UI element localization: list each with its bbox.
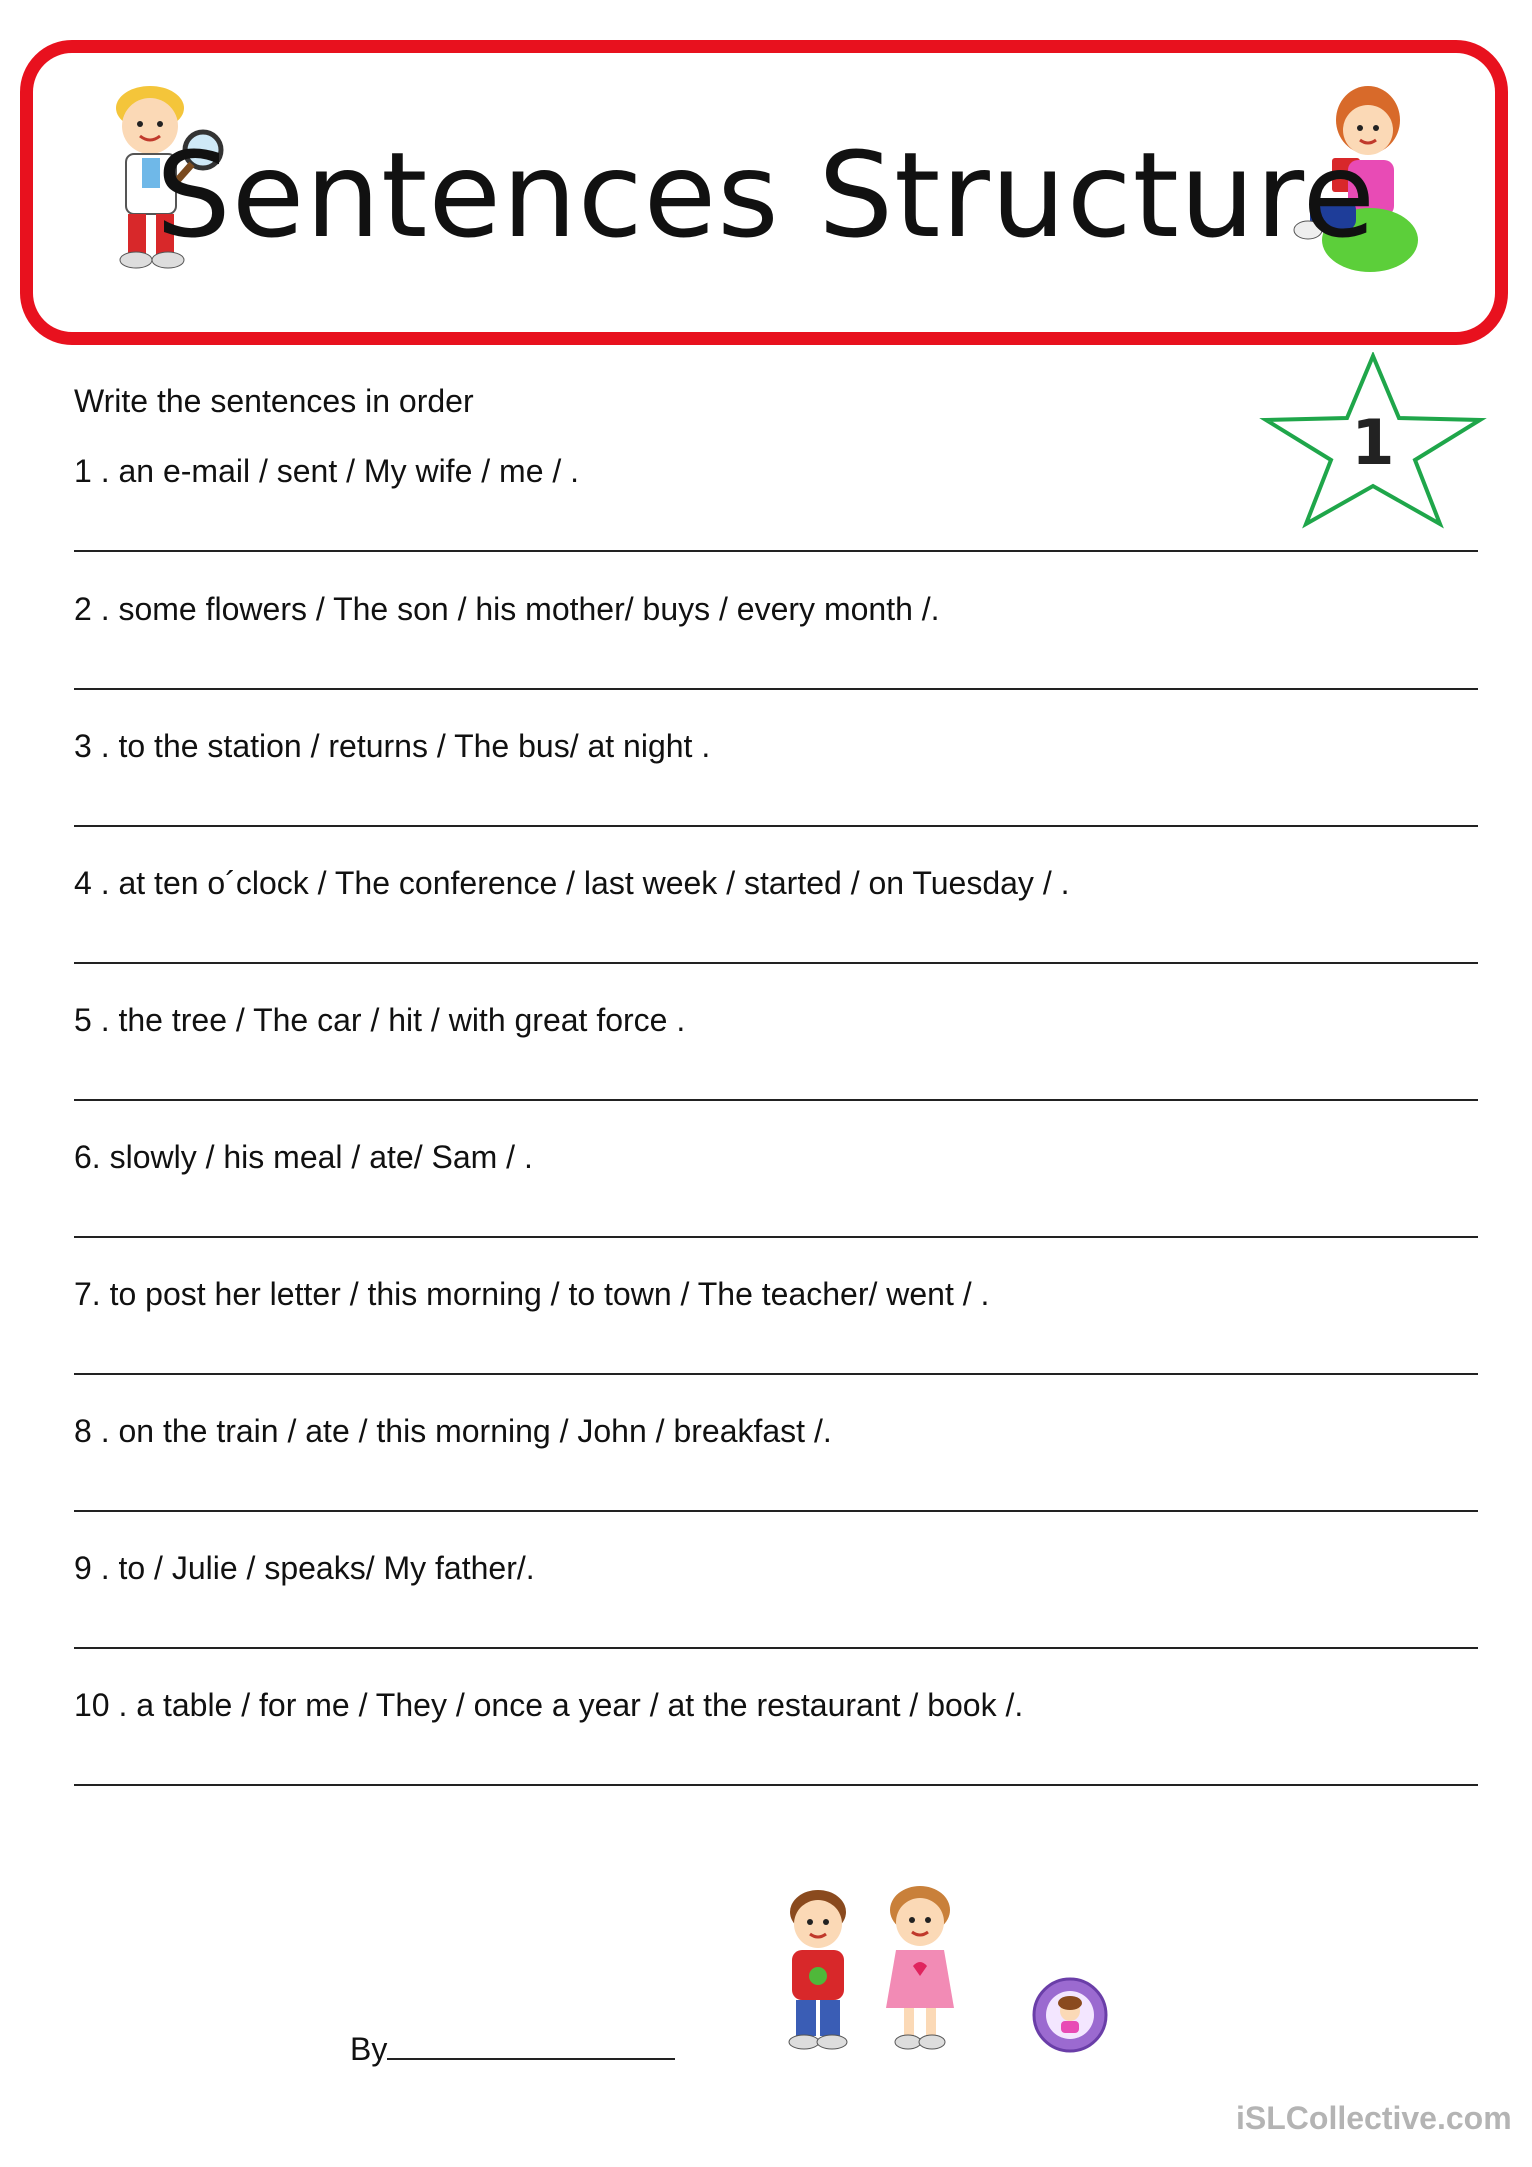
answer-line[interactable] [74, 1784, 1478, 1786]
list-item [74, 999, 1474, 1136]
list-item [74, 450, 1474, 587]
exercise-prompt: 4 . at ten o´clock / The conference / last week / started / on Tuesday / . [74, 865, 1070, 901]
answer-line[interactable] [74, 1510, 1478, 1512]
exercise-prompt: 1 . an e-mail / sent / My wife / me / . [74, 453, 580, 489]
instructions-text: Write the sentences in order [74, 383, 474, 419]
answer-line[interactable] [74, 962, 1478, 964]
exercise-prompt: 9 . to / Julie / speaks/ My father/. [74, 1550, 535, 1586]
exercise-prompt: 10 . a table / for me / They / once a year / at the restaurant / book /. [74, 1687, 1024, 1723]
list-item [74, 1684, 1474, 1821]
answer-line[interactable] [74, 688, 1478, 690]
list-item [74, 862, 1474, 999]
author-name-line[interactable] [387, 2028, 675, 2060]
list-item [74, 588, 1474, 725]
worksheet-number: 1 [1351, 406, 1395, 479]
exercise-prompt: 5 . the tree / The car / hit / with great force . [74, 1002, 686, 1038]
exercise-prompt: 6. slowly / his meal / ate/ Sam / . [74, 1139, 533, 1175]
watermark-text: iSLCollective.com [1236, 2100, 1512, 2136]
exercise-prompt: 7. to post her letter / this morning / to town / The teacher/ went / . [74, 1276, 990, 1312]
list-item [74, 1273, 1474, 1410]
exercise-prompt: 2 . some flowers / The son / his mother/ buys / every month /. [74, 591, 940, 627]
answer-line[interactable] [74, 825, 1478, 827]
list-item [74, 1410, 1474, 1547]
two-children-illustration [770, 1880, 970, 2060]
by-label: By [350, 2031, 388, 2067]
page-title: Sentences Structure [155, 126, 1377, 264]
list-item [74, 1136, 1474, 1273]
answer-line[interactable] [74, 1647, 1478, 1649]
exercise-prompt: 3 . to the station / returns / The bus/ at night . [74, 728, 711, 764]
answer-line[interactable] [74, 1373, 1478, 1375]
list-item [74, 1547, 1474, 1684]
list-item [74, 725, 1474, 862]
author-badge-logo [1030, 1975, 1110, 2055]
author-signature-field [350, 2028, 675, 2069]
answer-line[interactable] [74, 550, 1478, 552]
answer-line[interactable] [74, 1099, 1478, 1101]
exercise-prompt: 8 . on the train / ate / this morning / John / breakfast /. [74, 1413, 832, 1449]
answer-line[interactable] [74, 1236, 1478, 1238]
